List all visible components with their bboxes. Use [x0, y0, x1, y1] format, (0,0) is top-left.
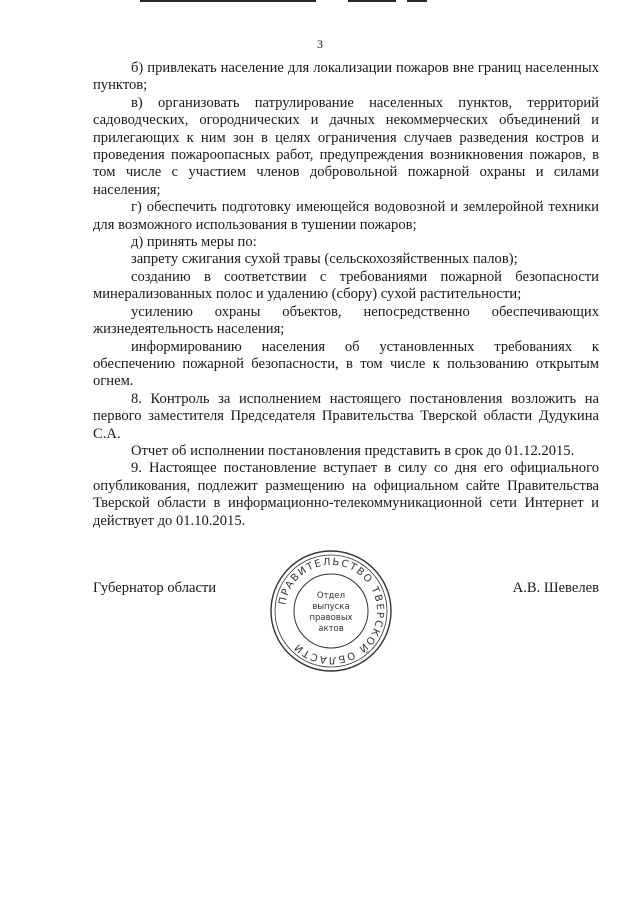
scan-edge-marks	[0, 0, 640, 4]
paragraph-b: б) привлекать население для локализации пожаров вне границ населенных пунктов;	[93, 60, 599, 94]
paragraph-8: 8. Контроль за исполнением настоящего постановления возложить на первого заместителя Председателя Правительства Тверской области Дудукина С.А.	[93, 390, 599, 442]
measure-item: запрету сжигания сухой травы (сельскохозяйственных палов);	[131, 251, 518, 268]
measure-item: информированию населения об установленных требованиях к обеспечению пожарной безопасности, в том числе к пользованию открытым огнем.	[93, 338, 599, 390]
page-number: 3	[317, 37, 323, 51]
document-body	[93, 60, 599, 530]
measure-item: созданию в соответствии с требованиями пожарной безопасности минерализованных полос и удалению (сбору) сухой растительности;	[93, 268, 599, 303]
measure-item: усилению охраны объектов, непосредственно обеспечивающих жизнедеятельность населения;	[93, 303, 599, 338]
stamp-center-line: правовых	[309, 613, 353, 623]
paragraph-d: д) принять меры по:	[131, 234, 257, 251]
stamp-center-line: выпуска	[312, 602, 350, 612]
paragraph-v: в) организовать патрулирование населенных пунктов, территорий садоводческих, огороднических и дачных некоммерческих объединений и прилегающих к ним зон в целях ограничения случаев разведения костров и проведения пожароопасных работ, предупреждения возникновения пожаров, в том числе с участием членов добровольной пожарной охраны и силами населения;	[93, 94, 599, 198]
signatory-position: Губернатор области	[93, 580, 217, 596]
signatory-name: А.В. Шевелев	[512, 580, 599, 596]
stamp-center-line: актов	[318, 624, 344, 634]
stamp-ring-text: ПРАВИТЕЛЬСТВО ТВЕРСКОЙ ОБЛАСТИ	[277, 556, 386, 666]
stamp-center-line: Отдел	[316, 591, 346, 601]
paragraph-g: г) обеспечить подготовку имеющейся водовозной и землеройной техники для возможного использования в тушении пожаров;	[93, 199, 599, 233]
paragraph-9: 9. Настоящее постановление вступает в силу со дня его официального опубликования, подлежит размещению на официальном сайте Правительства Тверской области в информационно-телекоммуникационной сети Интернет и действует до 01.10.2015.	[93, 460, 599, 529]
official-stamp	[268, 548, 394, 674]
report-paragraph: Отчет об исполнении постановления представить в срок до 01.12.2015.	[131, 442, 575, 459]
